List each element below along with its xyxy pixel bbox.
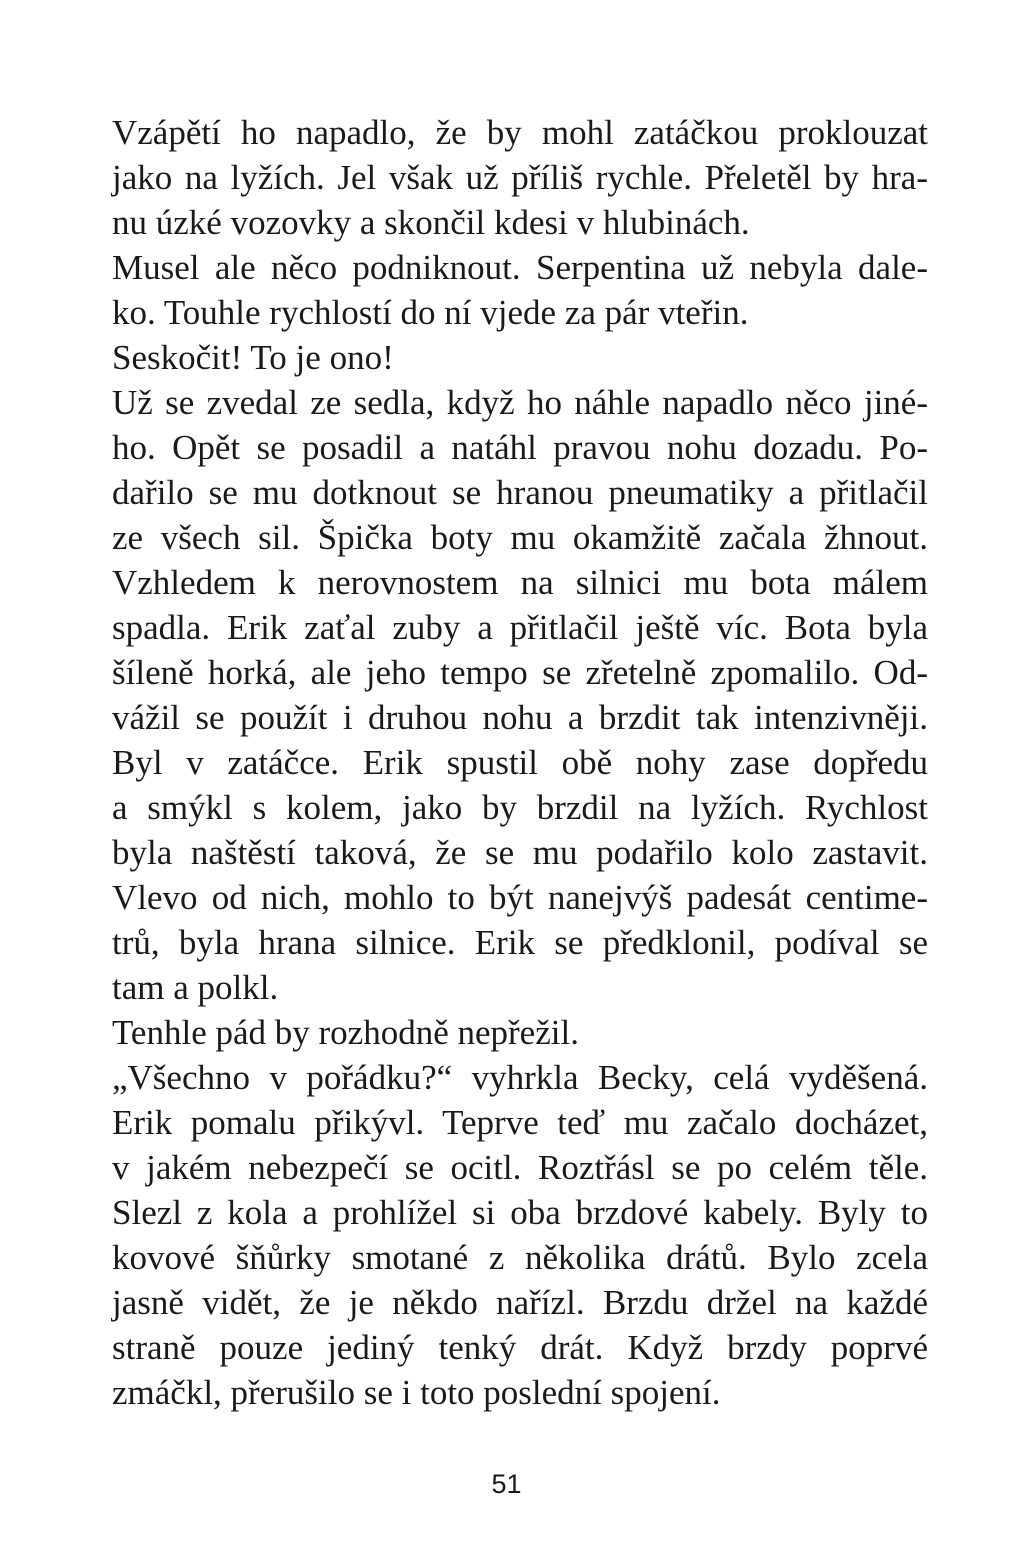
body-text [112, 110, 928, 1415]
text-line: straně pouze jediný tenký drát. Když brzdy poprvé [112, 1328, 928, 1367]
text-line: šíleně horká, ale jeho tempo se zřetelně zpomalilo. Od- [112, 653, 928, 692]
text-line: ho. Opět se posadil a natáhl pravou nohu dozadu. Po- [112, 428, 928, 467]
text-line: dařilo se mu dotknout se hranou pneumatiky a přitlačil [112, 473, 928, 512]
text-line: Seskočit! To je ono! [112, 338, 394, 377]
text-line: spadla. Erik zaťal zuby a přitlačil ještě víc. Bota byla [112, 608, 928, 647]
text-line: ze všech sil. Špička boty mu okamžitě začala žhnout. [112, 518, 928, 557]
text-line: v jakém nebezpečí se ocitl. Roztřásl se po celém těle. [112, 1148, 928, 1187]
text-line: a smýkl s kolem, jako by brzdil na lyžích. Rychlost [112, 788, 928, 827]
text-line: „Všechno v pořádku?“ vyhrkla Becky, celá vyděšená. [112, 1058, 928, 1097]
text-line: jako na lyžích. Jel však už příliš rychle. Přeletěl by hra- [112, 158, 928, 197]
text-line: kovové šňůrky smotané z několika drátů. Bylo zcela [112, 1238, 928, 1277]
text-line: Tenhle pád by rozhodně nepřežil. [112, 1013, 579, 1052]
text-line: trů, byla hrana silnice. Erik se předklonil, podíval se [112, 923, 928, 962]
text-line: Vlevo od nich, mohlo to být nanejvýš padesát centime- [112, 878, 928, 917]
text-line: Vzhledem k nerovnostem na silnici mu bota málem [112, 563, 928, 602]
text-line: jasně vidět, že je někdo nařízl. Brzdu držel na každé [112, 1283, 928, 1322]
text-line: Vzápětí ho napadlo, že by mohl zatáčkou proklouzat [112, 113, 928, 152]
text-line: Erik pomalu přikývl. Teprve teď mu začalo docházet, [112, 1103, 928, 1142]
text-line: Byl v zatáčce. Erik spustil obě nohy zase dopředu [112, 743, 928, 782]
text-line: nu úzké vozovky a skončil kdesi v hlubinách. [112, 203, 750, 242]
text-line: Už se zvedal ze sedla, když ho náhle napadlo něco jiné- [112, 383, 928, 422]
text-line: ko. Touhle rychlostí do ní vjede za pár vteřin. [112, 293, 749, 332]
text-line: byla naštěstí taková, že se mu podařilo kolo zastavit. [112, 833, 928, 872]
text-line: Musel ale něco podniknout. Serpentina už nebyla dale- [112, 248, 928, 287]
text-line: vážil se použít i druhou nohu a brzdit tak intenzivněji. [112, 698, 928, 737]
text-line: zmáčkl, přerušilo se i toto poslední spojení. [112, 1373, 721, 1412]
page-number: 51 [491, 1469, 522, 1499]
text-line: Slezl z kola a prohlížel si oba brzdové kabely. Byly to [112, 1193, 928, 1232]
text-line: tam a polkl. [112, 968, 279, 1007]
